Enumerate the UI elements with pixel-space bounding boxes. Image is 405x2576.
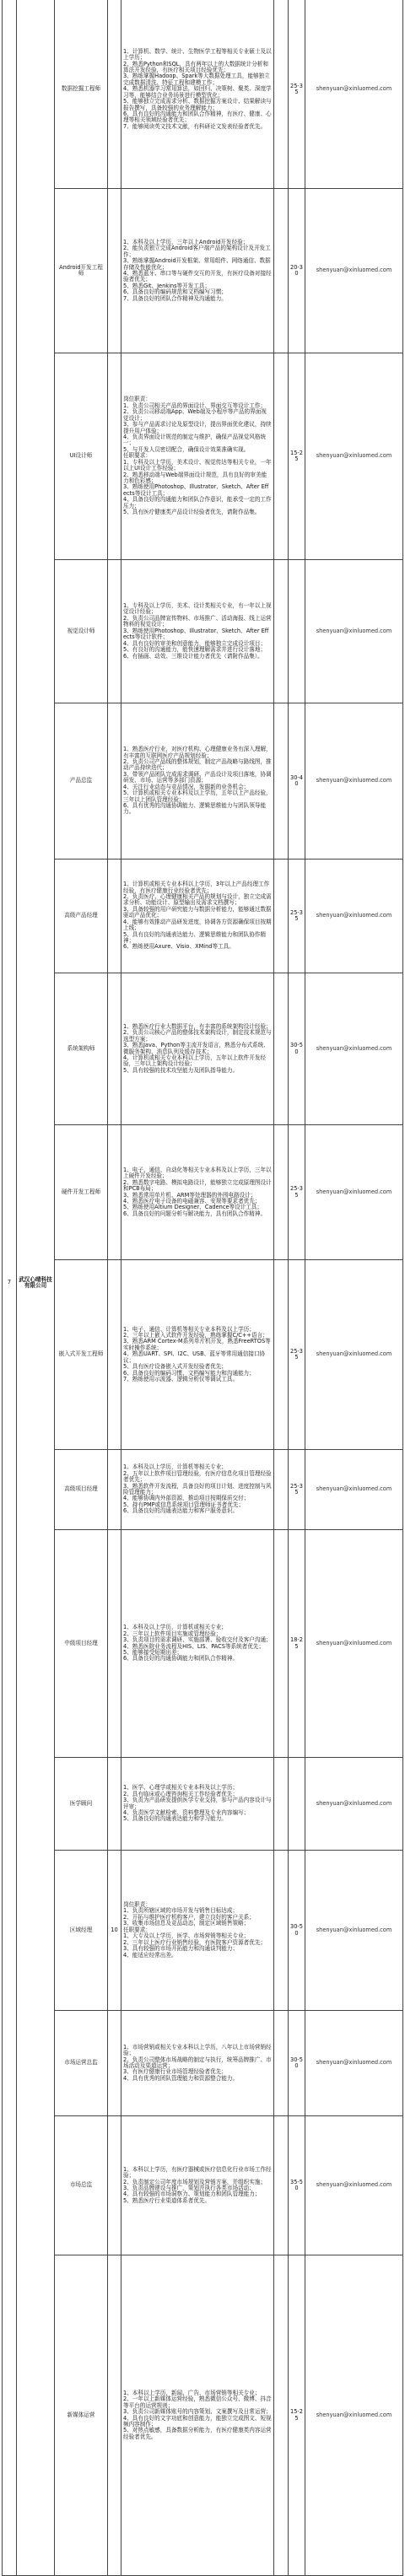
requirement-line: 6、具备良好的沟通表达能力和客户服务意识。 (123, 1507, 239, 1515)
age-range: 35-50 (289, 2116, 305, 2255)
age-range: 25-35 (289, 860, 305, 973)
requirement-line: 1、本科以上学历，有医疗器械或医疗信息化行业市场工作经验； (123, 2165, 272, 2180)
requirement-line: 1、医学、心理学或相关专业本科及以上学历； (123, 1784, 239, 1792)
position-title: 高级项目经理 (55, 1450, 108, 1530)
position-count (108, 560, 122, 703)
requirement-line: 6、熟练使用Axure、Visio、XMind等工具。 (123, 943, 235, 951)
job-row (3, 1851, 403, 2011)
position-title: 中级项目经理 (55, 1530, 108, 1758)
position-title: Android开发工程师 (55, 189, 108, 353)
age-range: 20-30 (289, 189, 305, 353)
requirement-line: 岗位职责： (123, 1901, 151, 1909)
contact-email: shenyuan@xinluomed.com (305, 1851, 403, 2011)
requirement-line: 3、带领产品团队完成需求调研、产品设计及项目落地，协调研发、市场、运营等多部门资源； (123, 770, 272, 784)
position-count: 10 (108, 1851, 122, 2011)
requirement-line: 5、计算机或相关专业本科及以上学历，五年以上产品经验，三年以上团队管理经验； (123, 790, 272, 803)
position-requirements (122, 560, 274, 703)
contact-email: shenyuan@xinluomed.com (305, 560, 403, 703)
requirement-line: 5、熟练使用Altium Designer、Cadence等设计工具； (123, 1204, 263, 1211)
requirement-line: 2、负责公司移动端App、Web端及小程序等产品的界面视觉设计； (123, 408, 267, 422)
contact-email: shenyuan@xinluomed.com (305, 1125, 403, 1260)
requirement-line: 5、持有PMP或信息系统项目管理师证书者优先； (123, 1501, 245, 1508)
requirement-line: 4、熟悉医疗电子设备的电磁兼容、安规等要求者优先； (123, 1197, 261, 1204)
requirement-line: 2、三年以上医疗行业销售经验，有医院客户资源者优先； (123, 1938, 267, 1946)
requirement-line: 任职要求： (123, 1926, 151, 1933)
requirement-line: 1、本科及以上学历，三年以上Android开发经验； (123, 238, 249, 245)
extra-cell (274, 560, 289, 703)
contact-email: shenyuan@xinluomed.com (305, 353, 403, 560)
requirement-line: 6、具备良好的沟通协调能力和团队合作精神。 (123, 1655, 239, 1663)
contact-email: shenyuan@xinluomed.com (305, 2011, 403, 2116)
requirement-line: 4、具有较强的市场洞察力、策划能力和团队管理能力； (123, 2191, 261, 2198)
requirement-line: 2、能负责独立完成Android客户端产品的架构设计及开发工作； (123, 245, 271, 258)
extra-cell (274, 1758, 289, 1851)
job-row (3, 2116, 403, 2255)
requirement-line: 2、熟悉移动端与Web端界面设计规范，具有良好的审美能力和色彩感； (123, 471, 267, 485)
position-requirements (122, 2255, 274, 2576)
contact-email: shenyuan@xinluomed.com (305, 189, 403, 353)
extra-cell (274, 0, 289, 189)
extra-cell (274, 189, 289, 353)
job-row (3, 1125, 403, 1260)
requirement-line: 4、熟悉医院业务流程及HIS、LIS、PACS等系统者优先； (123, 1642, 265, 1650)
contact-email: shenyuan@xinluomed.com (305, 860, 403, 973)
requirement-line: 6、具备良好的编码习惯、文档编写能力和沟通能力； (123, 1369, 255, 1377)
requirement-line: 5、具备良好的沟通表达能力和学习能力。 (123, 1815, 227, 1823)
position-requirements (122, 353, 274, 560)
requirement-line: 4、具有优秀的团队管理能力和资源整合能力。 (123, 2074, 239, 2082)
company-name: 武汉心晴科技有限公司 (17, 0, 55, 2576)
extra-cell (274, 1450, 289, 1530)
requirement-line: 4、具有良好的文字功底和创意能力，能独立完成图文、短视频内容制作； (123, 2414, 272, 2428)
requirement-line: 3、具备较强的用户研究能力与数据分析能力，能够通过数据驱动产品优化； (123, 905, 272, 919)
position-count (108, 1125, 122, 1260)
job-table (2, 0, 403, 2576)
job-row (3, 973, 403, 1125)
requirement-line: 4、能适应经常出差。 (123, 1951, 177, 1959)
requirement-line: 5、具有良好的沟通表达能力、逻辑思维能力和团队协作精神； (123, 930, 267, 945)
contact-email: shenyuan@xinluomed.com (305, 1530, 403, 1758)
job-row (3, 2255, 403, 2576)
requirement-line: 7、熟练使用示波器、逻辑分析仪等调试工具。 (123, 1376, 239, 1383)
position-count (108, 1758, 122, 1851)
position-title: 系统架构师 (55, 973, 108, 1125)
requirement-line: 3、负责品牌建设与推广，策划并执行各类市场活动； (123, 2185, 255, 2191)
requirement-line: 1、熟悉医疗行业，对医疗机构、心理健康业务有深入理解，有丰富的互联网医疗产品规划经验； (123, 746, 272, 759)
position-title: 医学顾问 (55, 1758, 108, 1851)
requirement-line: 4、熟悉UART、SPI、I2C、USB、蓝牙等常用通信接口协议； (123, 1350, 266, 1364)
requirement-line: 2、负责公司品牌宣传物料、市场推广、活动海报、线上运营物料的视觉设计； (123, 614, 272, 628)
extra-cell (274, 1530, 289, 1758)
extra-cell (274, 1125, 289, 1260)
requirement-line: 4、具有良好的审美和创意能力，能够独立完成设计项目； (123, 639, 267, 647)
requirement-line: 3、收集市场信息及竞品动态，制定区域销售策略； (123, 1920, 250, 1927)
position-requirements (122, 1530, 274, 1758)
extra-cell (274, 973, 289, 1125)
position-title: 市场总监 (55, 2116, 108, 2255)
job-row (3, 703, 403, 860)
position-count (108, 0, 122, 189)
position-title: 数据挖掘工程师 (55, 0, 108, 189)
age-range: 25-35 (289, 1450, 305, 1530)
contact-email: shenyuan@xinluomed.com (305, 2255, 403, 2576)
position-requirements (122, 2011, 274, 2116)
extra-cell (274, 860, 289, 973)
position-title: UI设计师 (55, 353, 108, 560)
requirement-line: 2、熟悉数字电路、模拟电路设计，能够独立完成原理图设计和PCB布局； (123, 1178, 272, 1193)
requirement-line: 4、具备良好的沟通能力和团队合作意识，能承受一定的工作压力； (123, 496, 272, 509)
requirement-line: 6、具有良好的沟通能力和团队合作精神，有医疗、健康、心理等相关领域经验者优先； (123, 110, 272, 124)
extra-cell (274, 2255, 289, 2576)
position-requirements (122, 1851, 274, 2011)
requirement-line: 4、熟悉机器学习常用算法，如回归、决策树、聚类、深度学习等，能够结合业务场景进行模型优化； (123, 85, 272, 99)
job-row (3, 0, 403, 189)
position-count (108, 1450, 122, 1530)
contact-email: shenyuan@xinluomed.com (305, 2116, 403, 2255)
requirement-line: 2、负责公司核心产品的整体技术架构设计，制定技术规范与选型方案； (123, 1029, 272, 1043)
position-count (108, 973, 122, 1125)
requirement-line: 3、参与产品需求讨论及原型设计，提出界面优化建议，持续提升用户体验； (123, 421, 272, 434)
requirement-line: 2、熟悉Python和SQL，具有两年以上的大数据统计分析和算法开发经验，有医疗相关项目经验优先； (123, 60, 268, 73)
requirement-line: 4、负责界面设计规范的制定与维护，确保产品视觉风格统一； (123, 433, 267, 447)
requirement-line: 1、专科及以上学历，美术设计、视觉传达等相关专业，一年以上UI设计工作经验； (123, 458, 272, 472)
position-title: 视觉设计师 (55, 560, 108, 703)
job-row (3, 560, 403, 703)
requirement-line: 2、负责公司产品线的整体规划，制定产品战略与路线图，推动产品持续迭代； (123, 757, 272, 772)
requirement-line: 2、负责制定公司年度市场规划及营销方案，并组织实施； (123, 2178, 267, 2185)
position-count (108, 860, 122, 973)
extra-cell (274, 1260, 289, 1450)
requirement-line: 3、负责为产品研发提供医学专业支持，参与产品内容设计与评审； (123, 1797, 272, 1810)
requirement-line: 6、具备良好的问题分析与解决能力，具有团队合作精神。 (123, 1210, 267, 1217)
requirement-line: 2、负责医疗、心理健康相关产品的规划与设计，独立完成需求分析、功能设计、原型输出及需求文档撰写； (123, 892, 272, 907)
requirement-line: 1、本科及以上学历，计算机或相关专业； (123, 1624, 227, 1631)
requirement-line: 4、熟悉蓝牙、串口等与硬件交互的开发，有医疗设备对接经验者优先； (123, 270, 272, 283)
position-title: 新媒体运营 (55, 2255, 108, 2576)
requirement-line: 1、负责所辖区域的市场开发与销售目标达成； (123, 1907, 239, 1915)
requirement-line: 3、熟悉常用单片机、ARM等处理器的外围电路设计； (123, 1191, 256, 1199)
requirement-line: 5、能够独立完成需求分析、数据挖掘方案设计、结果解读与报告撰写，具备较强的业务理解能力； (123, 98, 272, 111)
requirement-line: 3、熟练使用Photoshop、Illustrator、Sketch、After Effects等设计软件； (123, 627, 269, 641)
requirement-line: 5、对热点敏感，具备数据分析能力，有医疗健康类内容运营经验者优先。 (123, 2427, 272, 2440)
position-requirements (122, 2116, 274, 2255)
position-count (108, 1530, 122, 1758)
position-count (108, 1260, 122, 1450)
requirement-line: 5、熟悉Git、Jenkins等开发工具； (123, 282, 211, 289)
extra-cell (274, 2011, 289, 2116)
requirement-line: 3、有医疗健康行业市场管理经验者优先； (123, 2068, 227, 2076)
age-range (289, 1758, 305, 1851)
requirement-line: 3、负责项目的需求调研、实施部署、验收交付及客户沟通； (123, 1636, 272, 1644)
job-row (3, 1530, 403, 1758)
age-range: 25-35 (289, 1125, 305, 1260)
requirement-line: 2、负责公司整体市场战略的制定与执行，统筹品牌推广、市场活动及渠道运营； (123, 2056, 272, 2069)
position-requirements (122, 703, 274, 860)
requirement-line: 1、本科及以上学历，计算机等相关专业； (123, 1463, 227, 1471)
job-table-body (3, 0, 403, 2576)
requirement-line: 1、大专及以上学历，医学、市场营销等相关专业； (123, 1932, 250, 1940)
position-count (108, 2255, 122, 2576)
position-title: 区域经理 (55, 1851, 108, 2011)
requirement-line: 2、三年以上软件项目实施或管理经验； (123, 1630, 222, 1637)
age-range: 30-40 (289, 703, 305, 860)
job-row (3, 1260, 403, 1450)
contact-email: shenyuan@xinluomed.com (305, 973, 403, 1125)
requirement-line: 4、能够协调内外部资源，推动项目按期保质交付； (123, 1495, 250, 1502)
requirement-line: 2、开拓与维护医疗机构客户，建立良好的客户关系； (123, 1913, 255, 1921)
requirement-line: 3、熟练掌握Hadoop、Spark等大数据处理工具，能够独立完成数据清洗、特征工程和建模工作； (123, 73, 270, 86)
age-range: 25-35 (289, 1260, 305, 1450)
requirement-line: 1、本科以上学历，新闻、广告、市场营销等相关专业； (123, 2389, 261, 2396)
extra-cell (274, 703, 289, 860)
age-range: 18-25 (289, 1530, 305, 1758)
requirement-line: 6、具有优秀的沟通协调能力、逻辑思维能力与团队领导能力。 (123, 802, 267, 816)
requirement-line: 1、电子、通信、计算机等相关专业本科及以上学历； (123, 1325, 255, 1333)
position-count (108, 2116, 122, 2255)
requirement-line: 5、有良好的沟通能力，能快速理解需求并进行设计落地； (123, 646, 267, 654)
position-count (108, 189, 122, 353)
requirement-line: 任职要求： (123, 452, 151, 460)
requirement-line: 2、三年以上嵌入式软件开发经验，熟练掌握C/C++语言； (123, 1331, 268, 1339)
position-requirements (122, 1758, 274, 1851)
contact-email: shenyuan@xinluomed.com (305, 1260, 403, 1450)
age-range: 15-25 (289, 353, 305, 560)
contact-email: shenyuan@xinluomed.com (305, 1450, 403, 1530)
requirement-line: 5、具有医疗设备嵌入式开发经验者优先； (123, 1363, 227, 1371)
requirement-line: 1、市场营销或相关专业本科以上学历，八年以上市场营销经验； (123, 2043, 272, 2057)
requirement-line: 4、能够有效推动产品研发进度，协调各方资源确保项目按期上线； (123, 918, 272, 932)
requirement-line: 3、熟悉软件开发流程，具备良好的项目计划、进度控制与风险管理能力； (123, 1482, 272, 1495)
requirement-line: 3、具有较强的市场开拓能力和沟通谈判能力； (123, 1945, 239, 1953)
requirement-line: 1、计算机、数学、统计、生物医学工程等相关专业硕士及以上学历； (123, 47, 272, 62)
requirement-line: 5、具有医疗健康类产品设计经验者优先，请附作品集。 (123, 509, 261, 516)
age-range: 30-50 (289, 1851, 305, 2011)
position-requirements (122, 1450, 274, 1530)
position-title: 高级产品经理 (55, 860, 108, 973)
requirement-line: 2、具有临床或心理咨询相关工作经验者优先； (123, 1790, 239, 1797)
job-row (3, 189, 403, 353)
position-count (108, 353, 122, 560)
requirement-line: 2、一年以上新媒体运营经验，熟悉微信公众号、微博、抖音等平台的运营规则； (123, 2395, 272, 2409)
position-requirements (122, 1260, 274, 1450)
requirement-line: 1、计算机或相关专业本科以上学历，3年以上产品经理工作经验，有医疗健康行业经验者优先； (123, 881, 270, 894)
position-count (108, 2011, 122, 2116)
extra-cell (274, 353, 289, 560)
age-range: 30-50 (289, 2011, 305, 2116)
requirement-line: 5、能够接受短期出差； (123, 1648, 183, 1656)
requirement-line: 1、专科及以上学历，美术、设计类相关专业，有一年以上视觉设计经验； (123, 602, 272, 616)
requirement-line: 6、具备良好的编码规范和文档编写习惯； (123, 288, 227, 296)
requirement-line: 5、熟悉医疗行业渠道体系者优先。 (123, 2196, 211, 2204)
requirement-line: 5、具有较强的技术攻坚能力及团队指导能力。 (123, 1066, 239, 1074)
position-requirements (122, 1125, 274, 1260)
requirement-line: 1、电子、通信、自动化等相关专业本科及以上学历，三年以上硬件开发经验； (123, 1166, 272, 1180)
job-row (3, 1758, 403, 1851)
requirement-line: 3、熟悉ARM Cortex-M系列单片机开发，熟悉FreeRTOS等实时操作系统； (123, 1338, 271, 1351)
position-count (108, 703, 122, 860)
position-requirements (122, 0, 274, 189)
job-row (3, 860, 403, 973)
row-number: 7 (3, 0, 17, 2576)
age-range: 25-35 (289, 0, 305, 189)
requirement-line: 3、负责公司新媒体账号的内容策划、文案撰写及日常运营； (123, 2408, 272, 2416)
job-row (3, 1450, 403, 1530)
requirement-line: 2、五年以上软件项目管理经验，有医疗信息化项目管理经验者优先； (123, 1469, 272, 1484)
position-title: 市场运营总监 (55, 2011, 108, 2116)
requirement-line: 4、计算机或相关专业本科以上学历，五年以上软件开发经验，三年以上架构设计经验； (123, 1054, 267, 1068)
job-row (3, 353, 403, 560)
position-requirements (122, 189, 274, 353)
position-requirements (122, 973, 274, 1125)
requirement-line: 6、有插画、动效、三维设计能力者优先（请附作品集）。 (123, 652, 263, 660)
position-requirements (122, 860, 274, 973)
age-range: 30-50 (289, 973, 305, 1125)
age-range: 15-25 (289, 2255, 305, 2576)
requirement-line: 3、熟悉Java、Python等主流开发语言，熟悉分布式系统、微服务架构、消息队列及缓存技术； (123, 1042, 269, 1055)
position-title: 硬件开发工程师 (55, 1125, 108, 1260)
contact-email: shenyuan@xinluomed.com (305, 703, 403, 860)
extra-cell (274, 1851, 289, 2011)
requirement-line: 3、熟练掌握Android开发框架、常用组件、网络通信、数据存储及性能优化； (123, 257, 271, 271)
position-title: 嵌入式开发工程师 (55, 1260, 108, 1450)
extra-cell (274, 2116, 289, 2255)
requirement-line: 4、关注行业动态与竞品情况，发掘新的业务机会； (123, 783, 250, 790)
requirement-line: 岗位职责： (123, 396, 151, 403)
requirement-line: 1、负责公司相关产品的界面设计、界面交互等设计工作； (123, 401, 267, 409)
age-range (289, 560, 305, 703)
contact-email: shenyuan@xinluomed.com (305, 1758, 403, 1851)
contact-email: shenyuan@xinluomed.com (305, 0, 403, 189)
requirement-line: 7、能够阅读英文技术文献，有科研论文发表经验者优先。 (123, 122, 267, 130)
job-row (3, 2011, 403, 2116)
requirement-line: 5、与开发人员密切配合，确保设计效果准确实现。 (123, 445, 250, 453)
requirement-line: 1、熟悉医疗行业大数据平台，有丰富的系统架构设计经验； (123, 1022, 272, 1030)
requirement-line: 3、熟练使用Photoshop、Illustrator、Sketch、After Effects等设计工具； (123, 483, 269, 497)
position-title: 产品总监 (55, 703, 108, 860)
requirement-line: 7、具备良好的团队合作精神及沟通能力。 (123, 294, 227, 302)
requirement-line: 4、负责医学文献检索、资料整理及专业内容编写； (123, 1808, 250, 1816)
